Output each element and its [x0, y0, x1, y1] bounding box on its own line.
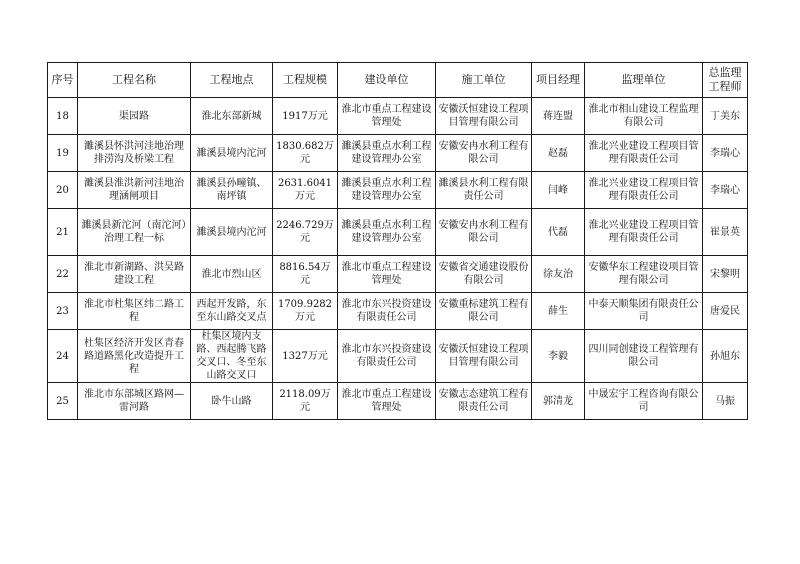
cell-manager: 薛生	[532, 293, 585, 330]
cell-supervisor: 淮北兴业建设工程项目管理有限责任公司	[585, 209, 703, 256]
header-chief: 总监理工程师	[703, 63, 748, 98]
cell-owner: 淮北市重点工程建设管理处	[338, 98, 436, 135]
table-row	[48, 209, 748, 256]
header-manager: 项目经理	[532, 63, 585, 98]
cell-supervisor: 中晟宏宇工程咨询有限公司	[585, 383, 703, 420]
cell-supervisor: 淮北市相山建设工程监理有限公司	[585, 98, 703, 135]
cell-supervisor: 淮北兴业建设工程项目管理有限责任公司	[585, 135, 703, 172]
cell-no: 21	[48, 209, 78, 256]
cell-supervisor: 安徽华东工程建设项目管理有限公司	[585, 256, 703, 293]
header-location: 工程地点	[191, 63, 273, 98]
cell-owner: 淮北市重点工程建设管理处	[338, 383, 436, 420]
cell-chief: 宋黎明	[703, 256, 748, 293]
cell-scale: 2118.09万元	[273, 383, 338, 420]
table-row	[48, 330, 748, 383]
cell-scale: 1830.682万元	[273, 135, 338, 172]
cell-manager: 郭清龙	[532, 383, 585, 420]
cell-location: 杜集区境内支路、西起腾飞路交叉口、冬至东山路交叉口	[191, 330, 273, 383]
cell-owner: 濉溪县重点水利工程建设管理办公室	[338, 135, 436, 172]
cell-name: 濉溪县新沱河（南沱河）治理工程一标	[78, 209, 191, 256]
cell-location: 濉溪县境内沱河	[191, 209, 273, 256]
cell-no: 22	[48, 256, 78, 293]
table-row	[48, 172, 748, 209]
cell-chief: 李瑞心	[703, 172, 748, 209]
header-scale: 工程规模	[273, 63, 338, 98]
table-row	[48, 383, 748, 420]
cell-contractor: 安徽省交通建设股份有限公司	[436, 256, 532, 293]
header-contractor: 施工单位	[436, 63, 532, 98]
cell-no: 25	[48, 383, 78, 420]
cell-contractor: 安徽安冉水利工程有限公司	[436, 135, 532, 172]
cell-contractor: 安徽沃恒建设工程项目管理有限公司	[436, 98, 532, 135]
header-supervisor: 监理单位	[585, 63, 703, 98]
cell-manager: 闫峰	[532, 172, 585, 209]
cell-name: 淮北市新湖路、洪吴路建设工程	[78, 256, 191, 293]
cell-no: 24	[48, 330, 78, 383]
header-owner: 建设单位	[338, 63, 436, 98]
cell-location: 卧牛山路	[191, 383, 273, 420]
cell-chief: 唐爱民	[703, 293, 748, 330]
cell-no: 23	[48, 293, 78, 330]
cell-manager: 徐友治	[532, 256, 585, 293]
cell-scale: 2631.6041万元	[273, 172, 338, 209]
cell-manager: 赵磊	[532, 135, 585, 172]
cell-scale: 1709.9282万元	[273, 293, 338, 330]
header-name: 工程名称	[78, 63, 191, 98]
table-row	[48, 256, 748, 293]
cell-no: 19	[48, 135, 78, 172]
cell-name: 杜集区经济开发区青春路道路黑化改造提升工程	[78, 330, 191, 383]
cell-owner: 淮北市东兴投资建设有限责任公司	[338, 330, 436, 383]
cell-scale: 1917万元	[273, 98, 338, 135]
cell-supervisor: 中泰天顺集团有限责任公司	[585, 293, 703, 330]
cell-contractor: 濉溪县水利工程有限责任公司	[436, 172, 532, 209]
cell-supervisor: 四川同创建设工程管理有限公司	[585, 330, 703, 383]
cell-name: 渠园路	[78, 98, 191, 135]
cell-owner: 濉溪县重点水利工程建设管理办公室	[338, 209, 436, 256]
cell-owner: 淮北市东兴投资建设有限责任公司	[338, 293, 436, 330]
cell-owner: 濉溪县重点水利工程建设管理办公室	[338, 172, 436, 209]
cell-chief: 李瑞心	[703, 135, 748, 172]
cell-contractor: 安徽安冉水利工程有限公司	[436, 209, 532, 256]
cell-no: 20	[48, 172, 78, 209]
cell-location: 濉溪县境内沱河	[191, 135, 273, 172]
cell-owner: 淮北市重点工程建设管理处	[338, 256, 436, 293]
table-row	[48, 98, 748, 135]
cell-location: 濉溪县孙疃镇、南坪镇	[191, 172, 273, 209]
cell-manager: 代磊	[532, 209, 585, 256]
cell-manager: 李毅	[532, 330, 585, 383]
cell-chief: 孙旭东	[703, 330, 748, 383]
table-row	[48, 293, 748, 330]
cell-chief: 丁美东	[703, 98, 748, 135]
header-row	[48, 63, 748, 98]
table-row	[48, 135, 748, 172]
cell-no: 18	[48, 98, 78, 135]
cell-supervisor: 淮北兴业建设工程项目管理有限责任公司	[585, 172, 703, 209]
cell-manager: 蒋连盟	[532, 98, 585, 135]
cell-location: 淮北市烈山区	[191, 256, 273, 293]
project-table	[47, 62, 748, 420]
cell-scale: 1327万元	[273, 330, 338, 383]
cell-contractor: 安徽志态建筑工程有限责任公司	[436, 383, 532, 420]
cell-contractor: 安徽重标建筑工程有限公司	[436, 293, 532, 330]
cell-chief: 崔景英	[703, 209, 748, 256]
cell-contractor: 安徽沃恒建设工程项目管理有限公司	[436, 330, 532, 383]
cell-name: 濉溪县怀洪河洼地治理排涝沟及桥梁工程	[78, 135, 191, 172]
header-no: 序号	[48, 63, 78, 98]
cell-location: 西起开发路，东至东山路交叉点	[191, 293, 273, 330]
cell-chief: 马振	[703, 383, 748, 420]
cell-scale: 2246.729万元	[273, 209, 338, 256]
cell-name: 淮北市杜集区纬二路工程	[78, 293, 191, 330]
cell-name: 濉溪县淮洪新河洼地治理涵闸项目	[78, 172, 191, 209]
cell-scale: 8816.54万元	[273, 256, 338, 293]
cell-location: 淮北东部新城	[191, 98, 273, 135]
cell-name: 淮北市东部城区路网—雷河路	[78, 383, 191, 420]
